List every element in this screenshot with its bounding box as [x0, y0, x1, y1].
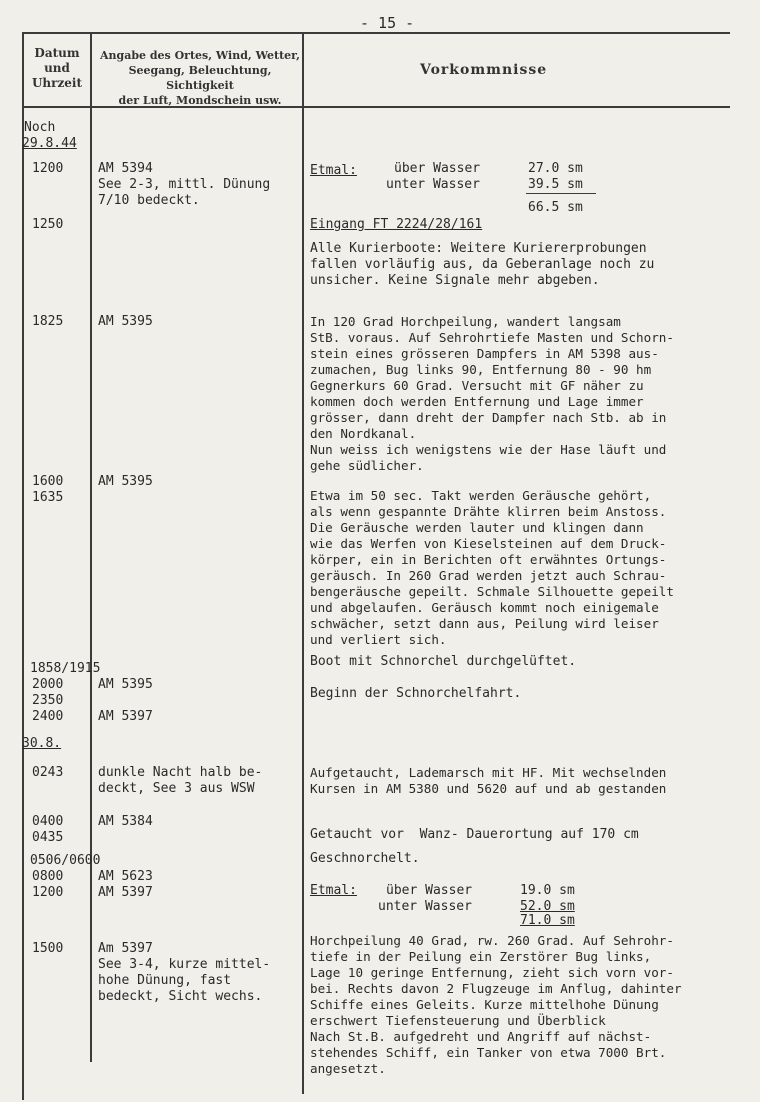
entry-eingang-ft: Eingang FT 2224/28/161 — [310, 217, 483, 232]
time-0243: 0243 — [32, 765, 64, 780]
time-1500: 1500 — [32, 941, 64, 956]
etmal-1-over-water-label: über Wasser — [394, 161, 481, 176]
place-am-5395-a: AM 5395 — [98, 314, 153, 329]
time-1635: 1635 — [32, 490, 64, 505]
etmal-label-2: Etmal: — [310, 883, 357, 898]
place-am-5384: AM 5384 — [98, 814, 153, 829]
place-am-5395-c: AM 5395 — [98, 677, 153, 692]
time-1200-b: 1200 — [32, 885, 64, 900]
etmal-2-under-water-label: unter Wasser — [378, 899, 472, 914]
place-am-5397-b: AM 5397 — [98, 885, 153, 900]
time-1600: 1600 — [32, 474, 64, 489]
header-ort-wetter: Angabe des Ortes, Wind, Wetter, Seegang, Beleuchtung, Sichtigkeit der Luft, Mondschein usw. — [99, 49, 301, 107]
etmal-label-1: Etmal: — [310, 163, 357, 178]
time-1200: 1200 — [32, 161, 64, 176]
etmal-1-under-water-value: 39.5 sm — [528, 177, 583, 192]
column-divider-1 — [90, 32, 92, 1062]
column-divider-2 — [302, 32, 304, 1094]
time-0800: 0800 — [32, 869, 64, 884]
place-am-5397-c: Am 5397 See 3-4, kurze mittel- hohe Dünung, fast bedeckt, Sicht wechs. — [98, 941, 271, 1004]
date-29-8-44: 29.8.44 — [22, 136, 77, 151]
entry-aufgetaucht: Aufgetaucht, Lademarsch mit HF. Mit wechselnden Kursen in AM 5380 und 5620 auf und ab gestanden — [310, 765, 667, 796]
date-30-8: 30.8. — [22, 736, 62, 751]
entry-geschnorchelt: Geschnorchelt. — [310, 851, 420, 866]
etmal-1-sum-rule — [526, 193, 596, 194]
entry-getaucht: Getaucht vor Wanz- Dauerortung auf 170 cm — [310, 827, 639, 842]
etmal-2-over-water-label: über Wasser — [386, 883, 473, 898]
time-2000: 2000 — [32, 677, 64, 692]
etmal-1-total: 66.5 sm — [528, 200, 583, 215]
etmal-2-under-water-value: 52.0 sm — [520, 899, 575, 914]
date-noch-label: Noch — [24, 120, 56, 135]
time-0506-0600: 0506/0600 — [30, 853, 101, 868]
header-vorkommnisse: Vorkommnisse — [420, 62, 548, 78]
etmal-1-over-water-value: 27.0 sm — [528, 161, 583, 176]
entry-schnorchelfahrt: Beginn der Schnorchelfahrt. — [310, 686, 522, 701]
place-am-5397-a: AM 5397 — [98, 709, 153, 724]
etmal-1-under-water-label: unter Wasser — [386, 177, 480, 192]
time-1825: 1825 — [32, 314, 64, 329]
place-am-5623: AM 5623 — [98, 869, 153, 884]
time-1858-1915: 1858/1915 — [30, 661, 101, 676]
place-weather-0243: dunkle Nacht halb be- deckt, See 3 aus WSW — [98, 765, 263, 796]
etmal-2-over-water-value: 19.0 sm — [520, 883, 575, 898]
left-border — [22, 32, 24, 1100]
header-datum-uhrzeit: Datum und Uhrzeit — [31, 46, 83, 90]
page-number: - 15 - — [360, 14, 415, 32]
time-0400: 0400 — [32, 814, 64, 829]
entry-schnorchel-durchgelueftet: Boot mit Schnorchel durchgelüftet. — [310, 654, 577, 669]
entry-horchpeilung-120: In 120 Grad Horchpeilung, wandert langsam StB. voraus. Auf Sehrohrtiefe Masten und Schorn- stein eines grösseren Dampfers in AM 5398 aus- zumachen, Bug links 90, Entfernung 80 - 90 hm Gegnerkurs 60 Grad. Versucht mit GF näher zu kommen doch werden Entfernung und Lage immer grösser, dann dreht der Dampfer nach Stb. ab in den Nordkanal. Nun weiss ich wenigstens wie der Hase läuft und gehe südlicher. — [310, 314, 674, 473]
entry-horchpeilung-40: Horchpeilung 40 Grad, rw. 260 Grad. Auf Sehrohr- tiefe in der Peilung ein Zerstörer Bug links, Lage 10 geringe Entfernung, zieht sich vorn vor- bei. Rechts davon 2 Flugzeuge im Anflug, dahinter Schiffe eines Geleits. Kurze mittelhohe Dünung erschwert Tiefensteuerung und Überblick Nach St.B. aufgedreht und Angriff auf nächst- stehendes Schiff, ein Tanker von etwa 7000 Brt. angesetzt. — [310, 933, 682, 1076]
time-1250: 1250 — [32, 217, 64, 232]
entry-geraeusche: Etwa im 50 sec. Takt werden Geräusche gehört, als wenn gespannte Drähte klirren beim Anstoss. Die Geräusche werden lauter und klingen dann wie das Werfen von Kieselsteinen auf dem Druck- körper, ein in Berichten oft erwähntes Ortungs- geräusch. In 260 Grad werden jetzt auch Schrau- bengeräusche gepeilt. Schmale Silhouette gepeilt und abgelaufen. Geräusch kommt noch einigemale schwächer, setzt dann aus, Peilung wird leiser und verliert sich. — [310, 488, 674, 647]
time-2350: 2350 — [32, 693, 64, 708]
time-0435: 0435 — [32, 830, 64, 845]
place-am-5394: AM 5394 See 2-3, mittl. Dünung 7/10 bedeckt. — [98, 161, 271, 208]
entry-kurierboote: Alle Kurierboote: Weitere Kuriererprobungen fallen vorläufig aus, da Geberanlage noch zu unsicher. Keine Signale mehr abgeben. — [310, 241, 655, 288]
table-top-rule — [22, 32, 730, 34]
etmal-2-total: 71.0 sm — [520, 913, 575, 928]
place-am-5395-b: AM 5395 — [98, 474, 153, 489]
time-2400: 2400 — [32, 709, 64, 724]
